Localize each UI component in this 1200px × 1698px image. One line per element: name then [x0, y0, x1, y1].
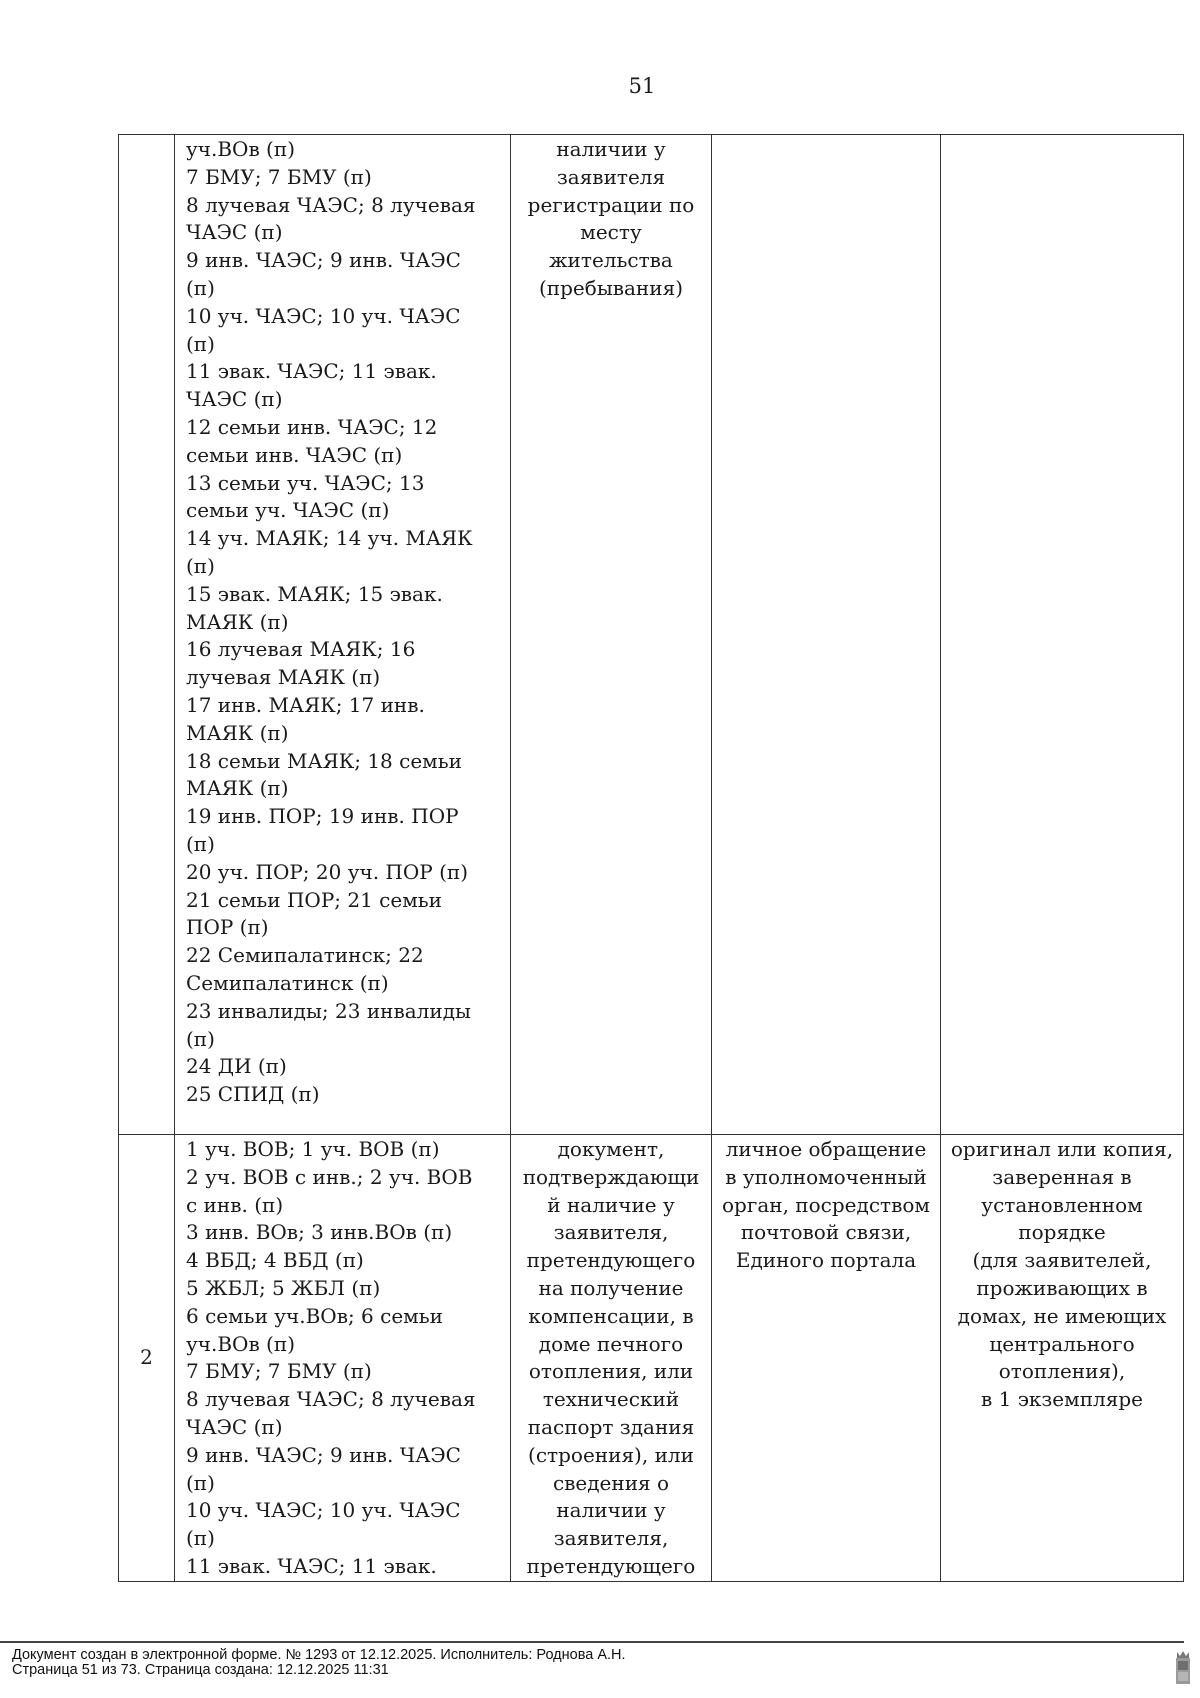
text-line: домах, не имеющих — [957, 1303, 1167, 1328]
text-line: наличии у — [556, 137, 666, 161]
text-line: в 1 экземпляре — [981, 1387, 1143, 1412]
text-line: центрального — [989, 1331, 1135, 1356]
text-line: 23 инвалиды; 23 инвалиды — [186, 998, 471, 1023]
text-line: (для заявителей, — [972, 1248, 1152, 1273]
category-cell — [175, 135, 511, 1135]
document-form-text — [945, 135, 1179, 136]
document-form-cell — [941, 1135, 1184, 1582]
document-text — [515, 135, 707, 303]
text-line: 4 ВБД; 4 ВБД (п) — [186, 1248, 364, 1273]
text-line: 11 эвак. ЧАЭС; 11 эвак. — [186, 359, 437, 384]
table-row — [119, 1135, 1184, 1582]
text-line: (строения), или — [528, 1442, 694, 1467]
text-line: МАЯК (п) — [186, 776, 289, 801]
text-line: 24 ДИ (п) — [186, 1054, 287, 1079]
text-line: орган, посредством — [722, 1192, 930, 1217]
text-line: 6 семьи уч.ВОв; 6 семьи — [186, 1303, 443, 1328]
footer-line-page: Страница 51 из 73. Страница создана: 12.12.2025 11:31 — [12, 1662, 389, 1678]
text-line: уч.ВОв (п) — [186, 1331, 295, 1356]
document-cell — [511, 135, 712, 1135]
document-table — [118, 134, 1184, 1582]
text-line: 9 инв. ЧАЭС; 9 инв. ЧАЭС — [186, 1442, 461, 1467]
text-line: МАЯК (п) — [186, 609, 289, 634]
text-line: (п) — [186, 1026, 215, 1051]
text-line: заявителя — [556, 164, 666, 189]
text-line: семьи инв. ЧАЭС (п) — [186, 442, 403, 467]
coat-of-arms-icon — [1172, 1650, 1194, 1686]
text-line: 10 уч. ЧАЭС; 10 уч. ЧАЭС — [186, 1498, 461, 1523]
document-form-cell — [941, 135, 1184, 1135]
category-list — [186, 135, 506, 1109]
text-line: 2 уч. ВОВ с инв.; 2 уч. ВОВ — [186, 1164, 473, 1189]
text-line: с инв. (п) — [186, 1192, 284, 1217]
text-line: на получение — [538, 1275, 684, 1300]
text-line: 7 БМУ; 7 БМУ (п) — [186, 164, 372, 189]
text-line: претендующего — [526, 1553, 696, 1578]
text-line: заверенная в — [992, 1164, 1132, 1189]
text-line: 9 инв. ЧАЭС; 9 инв. ЧАЭС — [186, 248, 461, 273]
submission-method-cell — [712, 1135, 941, 1582]
text-line: семьи уч. ЧАЭС (п) — [186, 498, 390, 523]
text-line: 14 уч. МАЯК; 14 уч. МАЯК — [186, 526, 473, 551]
category-cell — [175, 1135, 511, 1582]
text-line: компенсации, в — [528, 1303, 694, 1328]
document-text — [515, 1135, 707, 1581]
text-line: оригинал или копия, — [950, 1137, 1174, 1161]
text-line: сведения о — [552, 1470, 670, 1495]
text-line: доме печного — [538, 1331, 684, 1356]
category-list — [186, 1135, 506, 1581]
text-line: в уполномоченный — [725, 1164, 927, 1189]
text-line: 16 лучевая МАЯК; 16 — [186, 637, 416, 662]
text-line: 15 эвак. МАЯК; 15 эвак. — [186, 581, 443, 606]
submission-method-text — [716, 135, 936, 136]
text-line: отопления, или — [528, 1359, 694, 1384]
text-line: (пребывания) — [539, 275, 683, 300]
text-line: 8 лучевая ЧАЭС; 8 лучевая — [186, 192, 476, 217]
text-line: 21 семьи ПОР; 21 семьи — [186, 887, 442, 912]
text-line: ЧАЭС (п) — [186, 1414, 283, 1439]
text-line: проживающих в — [976, 1275, 1148, 1300]
text-line: (п) — [186, 1470, 215, 1495]
text-line: наличии у — [556, 1498, 666, 1523]
text-line: порядке — [1018, 1220, 1106, 1245]
text-line: 25 СПИД (п) — [186, 1082, 320, 1107]
text-line: й наличие у — [547, 1192, 675, 1217]
text-line: (п) — [186, 275, 215, 300]
text-line: подтверждающи — [522, 1164, 700, 1189]
text-line: 13 семьи уч. ЧАЭС; 13 — [186, 470, 425, 495]
text-line: (п) — [186, 831, 215, 856]
text-line: ЧАЭС (п) — [186, 387, 283, 412]
row-number-cell — [119, 135, 175, 1135]
text-line: 19 инв. ПОР; 19 инв. ПОР — [186, 804, 459, 829]
row-number-cell: 2 — [119, 1135, 175, 1582]
text-line: заявителя, — [553, 1526, 669, 1551]
text-line: 20 уч. ПОР; 20 уч. ПОР (п) — [186, 859, 469, 884]
text-line: 18 семьи МАЯК; 18 семьи — [186, 748, 462, 773]
submission-method-cell — [712, 135, 941, 1135]
text-line: Семипалатинск (п) — [186, 970, 389, 995]
text-line: 22 Семипалатинск; 22 — [186, 943, 424, 968]
text-line: 11 эвак. ЧАЭС; 11 эвак. — [186, 1553, 437, 1578]
text-line: 7 БМУ; 7 БМУ (п) — [186, 1359, 372, 1384]
text-line: Единого портала — [735, 1248, 917, 1273]
text-line: ЧАЭС (п) — [186, 220, 283, 245]
footer-divider — [0, 1641, 1184, 1643]
text-line: 1 уч. ВОВ; 1 уч. ВОВ (п) — [186, 1137, 440, 1161]
text-line: 10 уч. ЧАЭС; 10 уч. ЧАЭС — [186, 303, 461, 328]
text-line: (п) — [186, 1526, 215, 1551]
text-line: уч.ВОв (п) — [186, 137, 295, 161]
text-line: месту — [580, 220, 642, 245]
text-line: технический — [542, 1387, 680, 1412]
text-line: МАЯК (п) — [186, 720, 289, 745]
text-line: регистрации по — [527, 192, 695, 217]
text-line: 5 ЖБЛ; 5 ЖБЛ (п) — [186, 1275, 381, 1300]
text-line: лучевая МАЯК (п) — [186, 665, 381, 690]
text-line: паспорт здания — [527, 1414, 695, 1439]
footer — [12, 1648, 626, 1678]
text-line: документ, — [557, 1137, 665, 1161]
text-line: претендующего — [526, 1248, 696, 1273]
text-line: отопления), — [998, 1359, 1126, 1384]
page-number: 51 — [628, 74, 656, 98]
text-line: 12 семьи инв. ЧАЭС; 12 — [186, 414, 438, 439]
footer-line-document: Документ создан в электронной форме. № 1293 от 12.12.2025. Исполнитель: Роднова А.Н. — [12, 1647, 626, 1663]
text-line: заявителя, — [553, 1220, 669, 1245]
submission-method-text — [716, 1135, 936, 1275]
text-line: 3 инв. ВОв; 3 инв.ВОв (п) — [186, 1220, 453, 1245]
text-line: почтовой связи, — [740, 1220, 912, 1245]
text-line: (п) — [186, 553, 215, 578]
text-line: ПОР (п) — [186, 915, 269, 940]
document-cell — [511, 1135, 712, 1582]
table-row — [119, 135, 1184, 1135]
text-line: 8 лучевая ЧАЭС; 8 лучевая — [186, 1387, 476, 1412]
text-line: личное обращение — [725, 1137, 927, 1161]
text-line: 17 инв. МАЯК; 17 инв. — [186, 692, 425, 717]
text-line: жительства — [549, 248, 673, 273]
text-line: установленном — [981, 1192, 1143, 1217]
text-line: (п) — [186, 331, 215, 356]
document-form-text — [945, 1135, 1179, 1414]
